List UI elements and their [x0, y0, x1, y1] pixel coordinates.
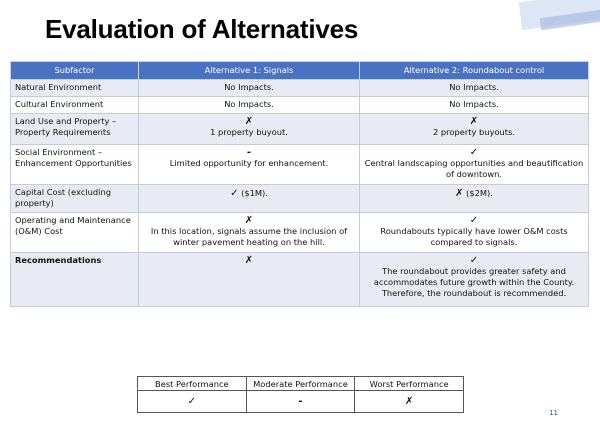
subfactor-cell: Recommendations: [11, 253, 139, 307]
subfactor-cell: Social Environment – Enhancement Opportunities: [11, 145, 139, 185]
dash-icon: -: [246, 147, 252, 158]
header-alternative-2: Alternative 2: Roundabout control: [360, 62, 589, 80]
alternative-1-cell: [139, 80, 360, 97]
legend-cross-icon: ✗: [355, 391, 464, 413]
subfactor-cell: Cultural Environment: [11, 97, 139, 114]
legend-best-label: Best Performance: [138, 377, 247, 391]
assessment-text: Central landscaping opportunities and beautification of downtown.: [364, 158, 584, 179]
table-row: [11, 114, 589, 145]
assessment-text: No Impacts.: [224, 82, 274, 92]
alternative-2-cell: [360, 213, 589, 253]
performance-legend: [137, 376, 464, 413]
table-row: [11, 185, 589, 213]
table-header-row: [11, 62, 589, 80]
assessment-text: 2 property buyouts.: [432, 127, 516, 137]
alternative-2-cell: [360, 145, 589, 185]
legend-moderate-label: Moderate Performance: [246, 377, 355, 391]
table-row: [11, 80, 589, 97]
assessment-text: No Impacts.: [449, 99, 499, 109]
header-alternative-1: Alternative 1: Signals: [139, 62, 360, 80]
evaluation-table: [10, 61, 589, 307]
check-icon: ✓: [469, 147, 479, 158]
legend-worst-label: Worst Performance: [355, 377, 464, 391]
assessment-text: Limited opportunity for enhancement.: [169, 158, 329, 168]
alternative-2-cell: [360, 97, 589, 114]
subfactor-cell: Natural Environment: [11, 80, 139, 97]
assessment-text: ($1M).: [241, 188, 268, 198]
legend-dash-icon: -: [246, 391, 355, 413]
alternative-1-cell: [139, 185, 360, 213]
subfactor-cell: Capital Cost (excluding property): [11, 185, 139, 213]
table-row: [11, 145, 589, 185]
alternative-2-cell: [360, 185, 589, 213]
check-icon: ✓: [469, 255, 479, 266]
alternative-1-cell: [139, 145, 360, 185]
alternative-2-cell: [360, 114, 589, 145]
cross-icon: ✗: [469, 116, 479, 127]
assessment-text: Roundabouts typically have lower O&M costs compared to signals.: [380, 226, 568, 247]
table-row: [11, 97, 589, 114]
page-number: 11: [549, 409, 558, 417]
subfactor-cell: Land Use and Property – Property Requirements: [11, 114, 139, 145]
alternative-1-cell: [139, 97, 360, 114]
check-icon: ✓: [469, 215, 479, 226]
table-row: [11, 213, 589, 253]
legend-symbol-row: [138, 391, 464, 413]
check-icon: ✓: [230, 188, 239, 199]
assessment-text: The roundabout provides greater safety and accommodates future growth within the County. Therefore, the roundabout is recommended.: [373, 266, 575, 298]
assessment-text: ($2M).: [466, 188, 493, 198]
slide-title: Evaluation of Alternatives: [45, 14, 359, 44]
assessment-text: In this location, signals assume the inclusion of winter pavement heating on the hill.: [150, 226, 348, 247]
cross-icon: ✗: [244, 116, 254, 127]
header-subfactor: Subfactor: [11, 62, 139, 80]
cross-icon: ✗: [244, 215, 254, 226]
legend-check-icon: ✓: [138, 391, 247, 413]
alternative-1-cell: [139, 114, 360, 145]
cross-icon: ✗: [244, 255, 254, 266]
cross-icon: ✗: [455, 188, 464, 199]
legend-header-row: [138, 377, 464, 391]
alternative-2-cell: [360, 253, 589, 307]
assessment-text: No Impacts.: [449, 82, 499, 92]
alternative-2-cell: [360, 80, 589, 97]
alternative-1-cell: [139, 213, 360, 253]
alternative-1-cell: [139, 253, 360, 307]
subfactor-cell: Operating and Maintenance (O&M) Cost: [11, 213, 139, 253]
table-row: [11, 253, 589, 307]
assessment-text: No Impacts.: [224, 99, 274, 109]
assessment-text: 1 property buyout.: [210, 127, 288, 137]
